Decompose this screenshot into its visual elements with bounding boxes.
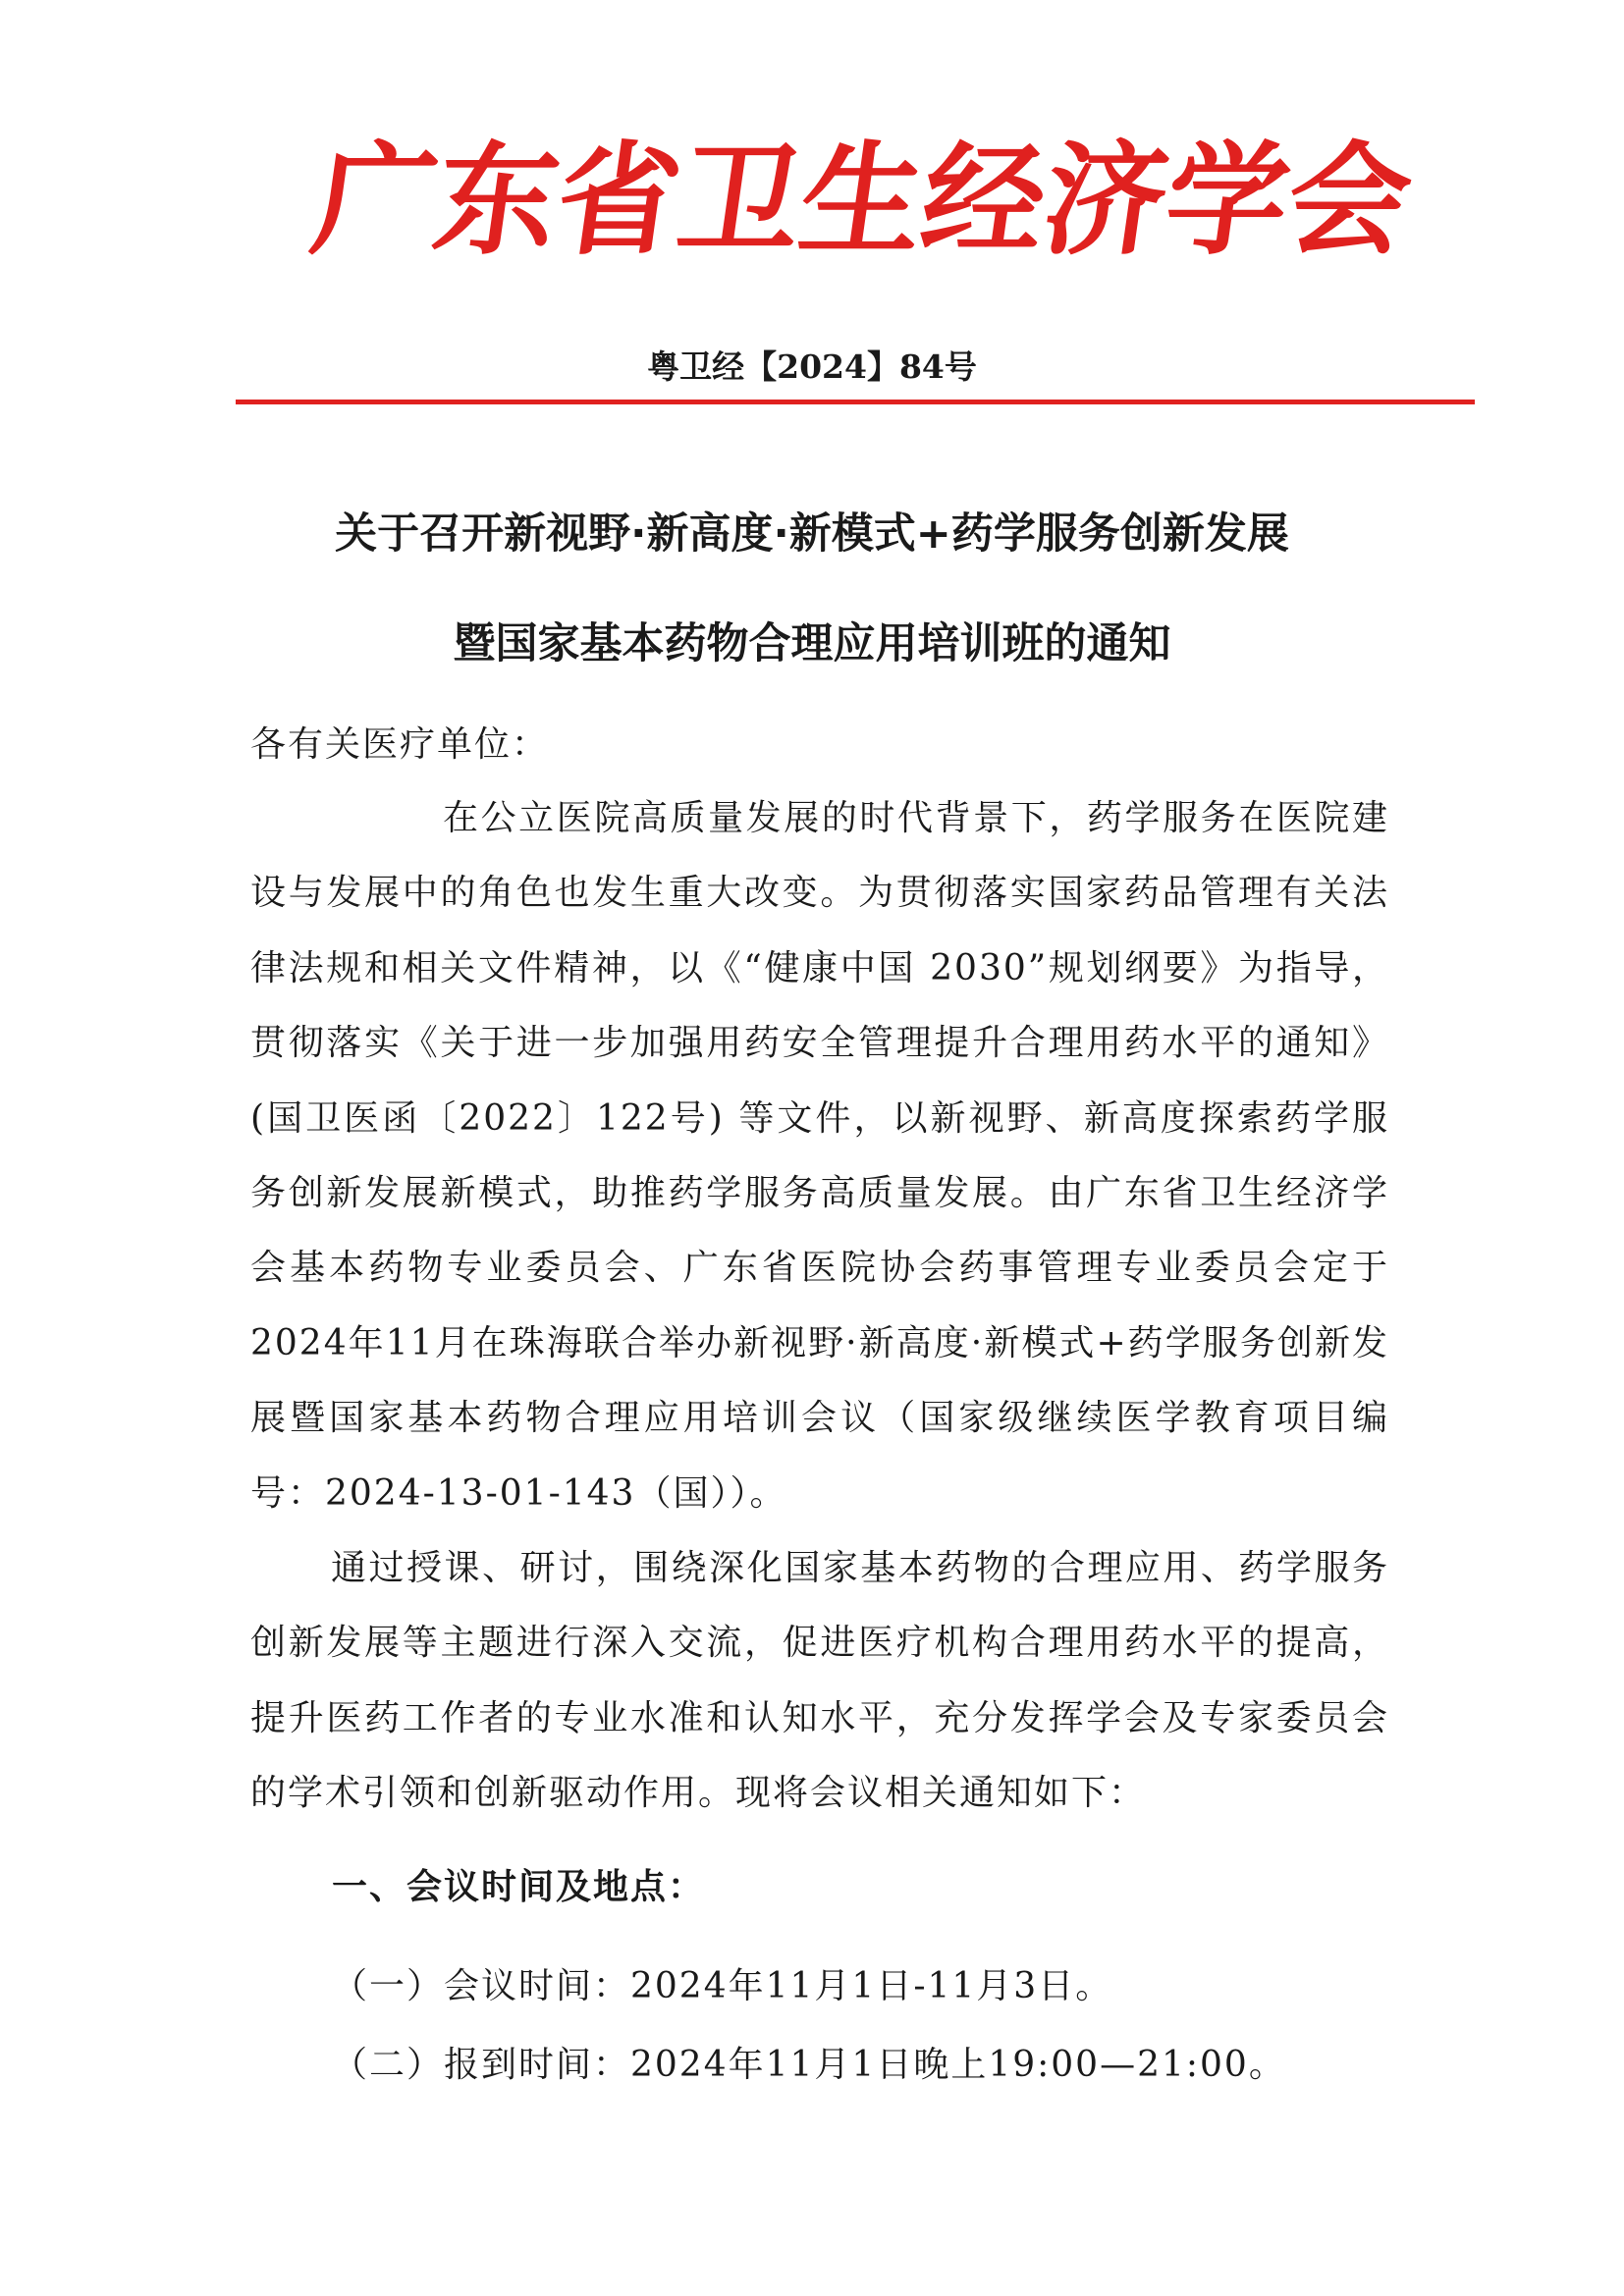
org-char: 济 [1034,131,1177,272]
organization-name-header [303,118,1421,285]
list-item-meeting-time: （一）会议时间：2024年11月1日-11月3日。 [332,1966,1113,2006]
body-paragraph-2: 通过授课、研讨，围绕深化国家基本药物的合理应用、药学服务创新发展等主题进行深入交流，促进医疗机构合理用药水平的提高，提升医药工作者的专业水准和认知水平，充分发挥学会及专家委员会的学术引领和创新驱动作用。现将会议相关通知如下： [250,1548,1389,1814]
body-paragraph-1: 在公立医院高质量发展的时代背景下，药学服务在医院建设与发展中的角色也发生重大改变。为贯彻落实国家药品管理有关法律法规和相关文件精神，以《“健康中国 2030”规划纲要》为指导，贯彻落实《关于进一步加强用药安全管理提升合理用药水平的通知》(国卫医函〔2022〕122号) 等文件，以新视野、新高度探索药学服务创新发展新模式，助推药学服务高质量发展。由广东省卫生经济学会基本药物专业委员会、广东省医院协会药事管理专业委员会定于2024年11月在珠海联合举办新视野·新高度·新模式+药学服务创新发展暨国家基本药物合理应用培训会议（国家级继续医学教育项目编号：2024-13-01-143（国））。 [250,798,1389,1514]
document-number: 粤卫经【2024】84号 [647,347,977,386]
document-title-line-1: 关于召开新视野·新高度·新模式+药学服务创新发展 [335,509,1289,559]
org-char: 生 [790,131,934,272]
section-heading-meeting-time-place: 一、会议时间及地点： [332,1867,706,1907]
org-char: 省 [547,131,690,272]
document-title-line-2: 暨国家基本药物合理应用培训班的通知 [453,619,1171,668]
salutation: 各有关医疗单位： [250,724,550,765]
list-item-registration-time: （二）报到时间：2024年11月1日晚上19:00—21:00。 [332,2045,1286,2085]
org-char: 会 [1278,131,1421,272]
org-char: 卫 [669,131,812,272]
org-char: 东 [425,131,568,272]
org-char: 经 [912,131,1056,272]
header-divider [236,400,1475,404]
org-char: 广 [303,131,447,272]
org-char: 学 [1156,131,1299,272]
